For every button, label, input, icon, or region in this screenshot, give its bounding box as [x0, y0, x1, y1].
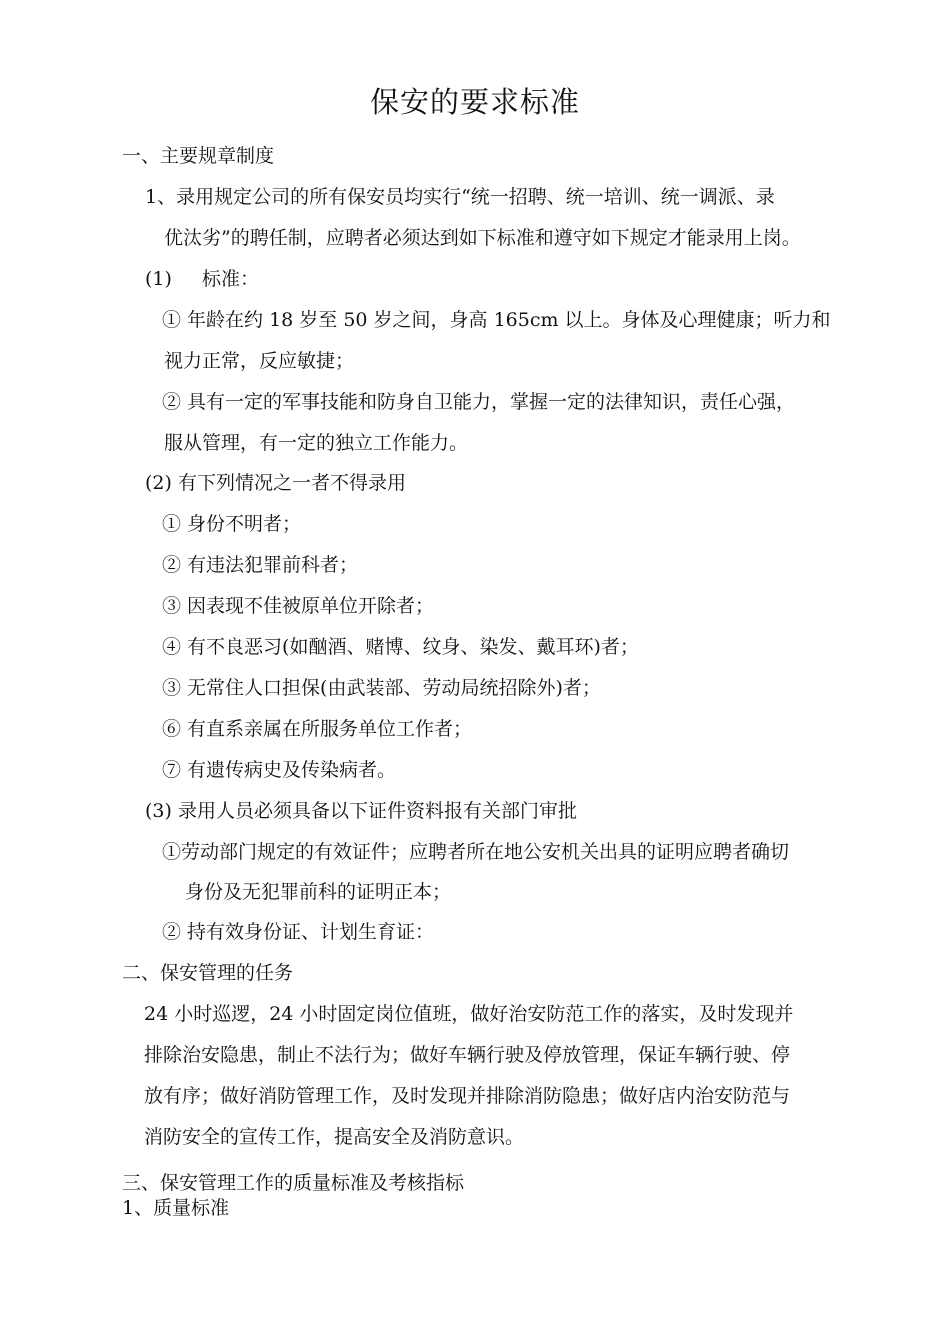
standard-item-1-line-2: 视力正常，反应敏捷； [164, 350, 355, 372]
paragraph-hiring-line-1: 1、录用规定公司的所有保安员均实行“统一招聘、统一培训、统一调派、录 [145, 186, 775, 208]
disqualification-item: ③ 因表现不佳被原单位开除者； [162, 595, 435, 617]
section-heading-tasks: 二、保安管理的任务 [122, 962, 294, 984]
tasks-paragraph-line: 消防安全的宣传工作，提高安全及消防意识。 [144, 1126, 525, 1148]
document-item-2: ② 持有效身份证、计划生育证： [162, 921, 435, 943]
document-item-1-line-1: ①劳动部门规定的有效证件；应聘者所在地公安机关出具的证明应聘者确切 [162, 841, 790, 863]
tasks-paragraph-line: 排除治安隐患，制止不法行为；做好车辆行驶及停放管理，保证车辆行驶、停 [144, 1044, 791, 1066]
document-title: 保安的要求标准 [369, 85, 580, 119]
disqualification-item: ⑦ 有遗传病史及传染病者。 [162, 759, 397, 781]
subsection-standards-number: (1) [145, 268, 172, 290]
disqualification-item: ④ 有不良恶习(如酗酒、赌博、纹身、染发、戴耳环)者； [162, 636, 639, 658]
disqualification-item: ⑥ 有直系亲属在所服务单位工作者； [162, 718, 473, 740]
subsection-documents-heading: (3) 录用人员必须具备以下证件资料报有关部门审批 [145, 800, 577, 822]
subsection-quality-standards-heading: 1、质量标准 [122, 1197, 230, 1219]
standard-item-2-line-1: ② 具有一定的军事技能和防身自卫能力，掌握一定的法律知识，责任心强， [162, 391, 796, 413]
section-heading-regulations: 一、主要规章制度 [122, 145, 275, 167]
standard-item-1-line-1: ① 年龄在约 18 岁至 50 岁之间，身高 165cm 以上。身体及心理健康；听力和 [162, 309, 831, 331]
paragraph-hiring-line-2: 优汰劣”的聘任制，应聘者必须达到如下标准和遵守如下规定才能录用上岗。 [164, 227, 801, 249]
tasks-paragraph-line: 24 小时巡逻，24 小时固定岗位值班，做好治安防范工作的落实，及时发现并 [144, 1003, 794, 1025]
subsection-disqualifications-heading: (2) 有下列情况之一者不得录用 [145, 472, 406, 494]
disqualification-item: ② 有违法犯罪前科者； [162, 554, 359, 576]
subsection-standards-heading: 标准： [202, 268, 260, 290]
tasks-paragraph-line: 放有序；做好消防管理工作，及时发现并排除消防隐患；做好店内治安防范与 [144, 1085, 791, 1107]
document-item-1-line-2: 身份及无犯罪前科的证明正本； [185, 881, 452, 903]
disqualification-item: ③ 无常住人口担保(由武装部、劳动局统招除外)者； [162, 677, 601, 699]
standard-item-2-line-2: 服从管理，有一定的独立工作能力。 [164, 432, 469, 454]
disqualification-item: ① 身份不明者； [162, 513, 302, 535]
section-heading-quality: 三、保安管理工作的质量标准及考核指标 [122, 1172, 465, 1194]
